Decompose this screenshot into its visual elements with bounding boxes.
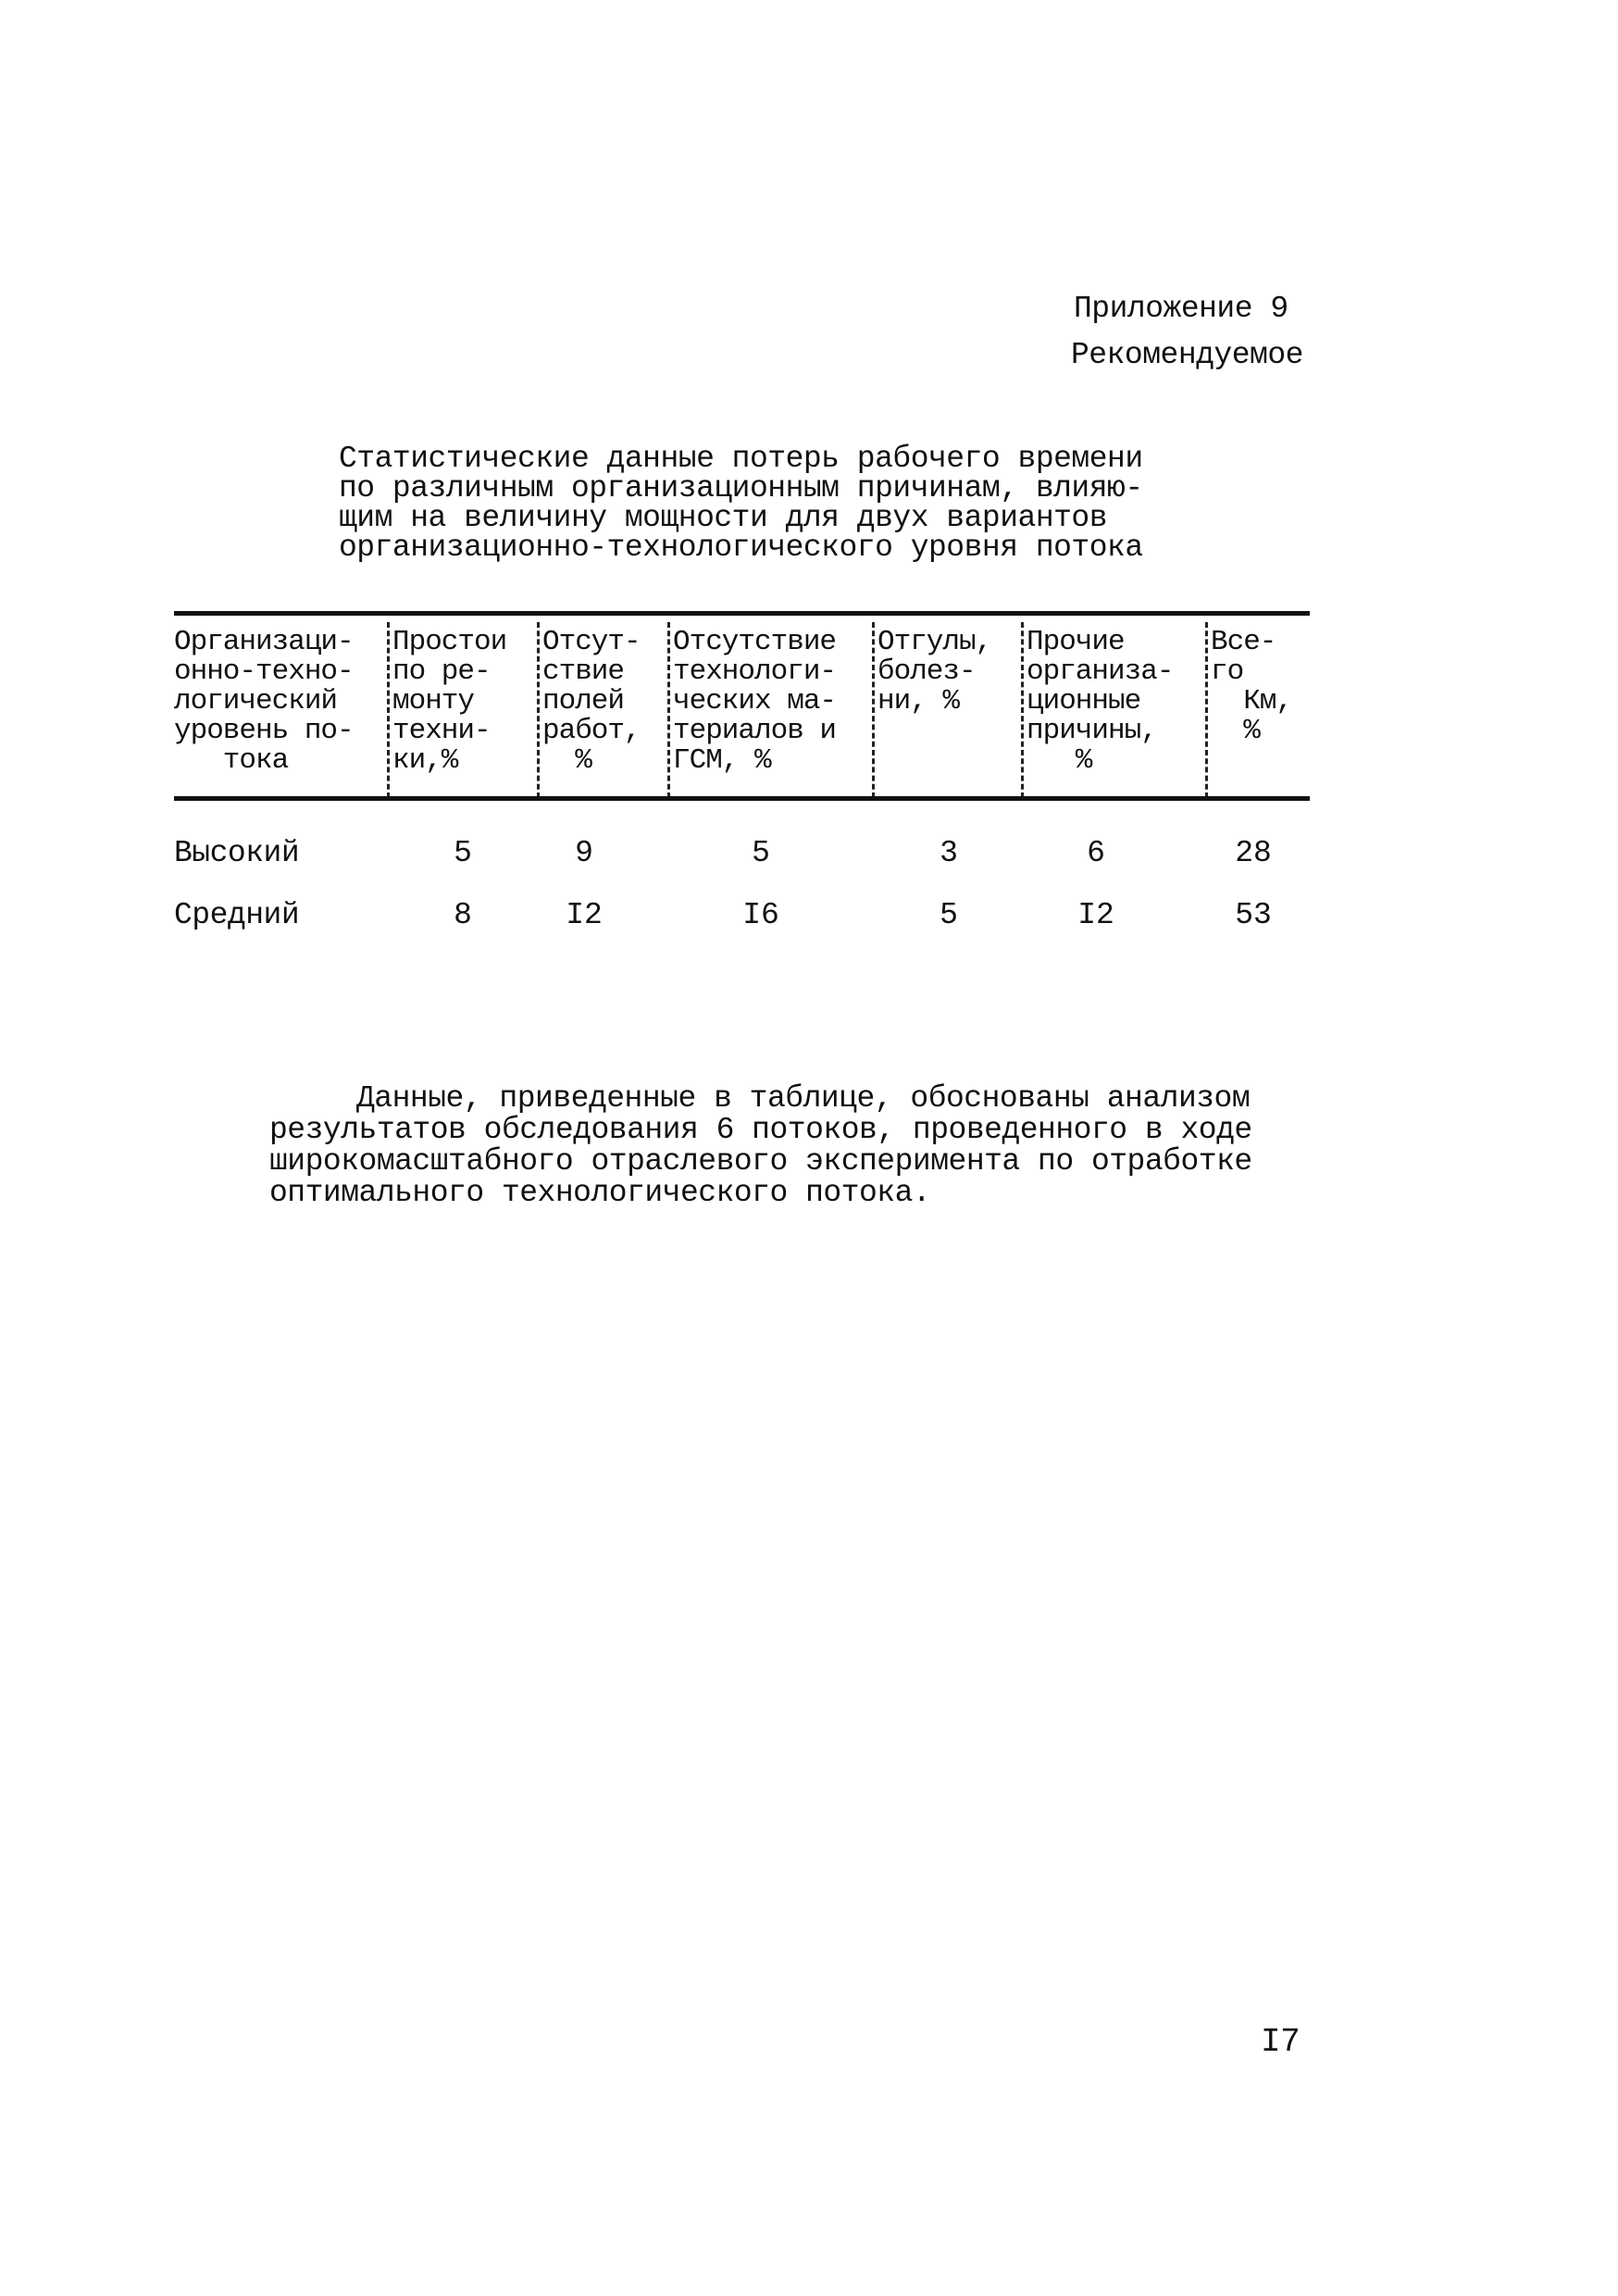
title-line: по различным организационным причинам, влияю-: [339, 471, 1143, 505]
cell-value: I2: [566, 898, 603, 932]
cell-value: 8: [454, 898, 472, 932]
column-divider: [1205, 622, 1208, 798]
title-line: щим на величину мощности для двух вариантов: [339, 501, 1108, 535]
page-number: I7: [1261, 2023, 1301, 2061]
table-header-rule: [174, 796, 1310, 801]
title-line: Статистические данные потерь рабочего времени: [339, 442, 1143, 476]
table-top-rule: [174, 611, 1310, 616]
note-line: результатов обследования 6 потоков, проведенного в ходе: [269, 1113, 1252, 1147]
appendix-label: Приложение 9: [1074, 292, 1288, 326]
cell-value: 3: [940, 836, 958, 870]
cell-value: I6: [742, 898, 779, 932]
header-no-materials: Отсутствие технологи- ческих ма- териалов и ГСМ, %: [673, 626, 837, 777]
header-other: Прочие организа- ционные причины, %: [1027, 626, 1174, 777]
column-divider: [537, 622, 540, 798]
cell-value: 53: [1235, 898, 1272, 932]
header-no-fields: Отсут- ствие полей работ, %: [542, 626, 641, 777]
column-divider: [387, 622, 390, 798]
column-divider: [667, 622, 670, 798]
cell-value: 5: [454, 836, 472, 870]
cell-value: 6: [1087, 836, 1105, 870]
note-line: оптимального технологического потока.: [269, 1176, 931, 1210]
header-total: Все- го Км, %: [1211, 626, 1293, 747]
note-paragraph: [269, 1083, 1252, 1209]
header-absences: Отгулы, болез- ни, %: [877, 626, 992, 718]
header-downtime: Простои по ре- монту техни- ки,%: [392, 626, 507, 777]
cell-value: 9: [575, 836, 593, 870]
cell-value: 28: [1235, 836, 1272, 870]
cell-value: I2: [1077, 898, 1114, 932]
title-line: организационно-технологического уровня потока: [339, 530, 1143, 565]
note-line: Данные, приведенные в таблице, обоснованы анализом: [356, 1081, 1251, 1116]
cell-value: 5: [752, 836, 770, 870]
table-title: [339, 444, 1143, 563]
column-divider: [1021, 622, 1024, 798]
header-level: Организаци- онно-техно- логический уровень по- тока: [174, 626, 354, 777]
row-level: Средний: [174, 898, 300, 932]
appendix-status: Рекомендуемое: [1071, 338, 1303, 372]
cell-value: 5: [940, 898, 958, 932]
row-level: Высокий: [174, 836, 300, 870]
column-divider: [872, 622, 875, 798]
note-line: широкомасштабного отраслевого эксперимента по отработке: [269, 1144, 1252, 1179]
